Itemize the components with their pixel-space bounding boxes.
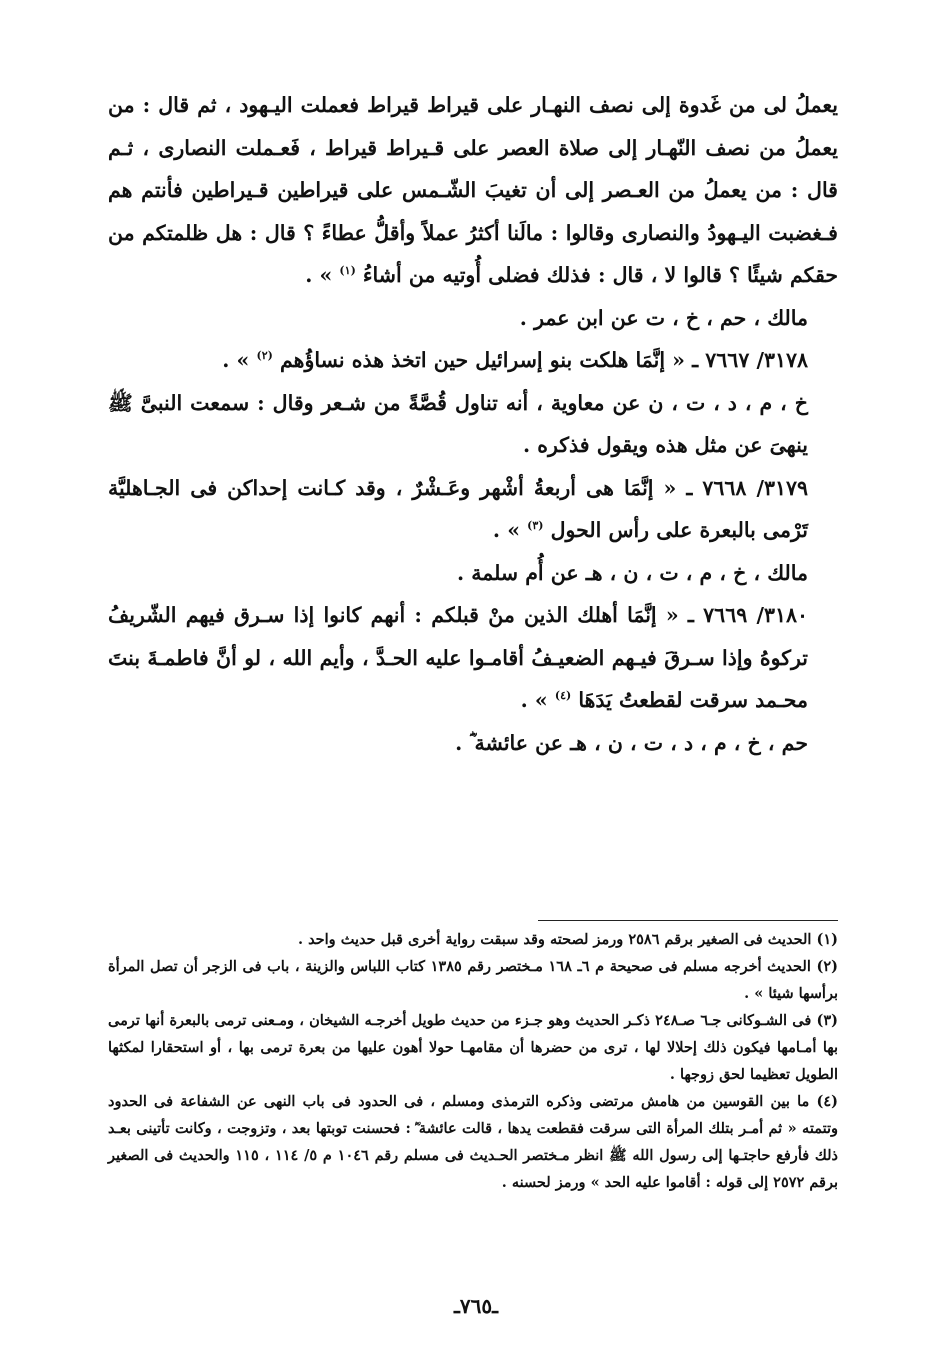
- main-text: [108, 84, 838, 764]
- paragraph-6: مالك ، خ ، م ، ت ، ن ، هـ عن أُم سلمة .: [456, 560, 808, 585]
- footnote-4: (٤) ما بين القوسين من هامش مرتضى وذكره الترمذى ومسلم ، فى الحدود فى باب النهى عن الشفاعة فى الحدود وتتمته « ثم أمـر بتلك المرأة التى سرقت فقطعت يدها ، قالت عائشة ؓ : فحسنت توبتها بعد ، وتزوجت ، وكانت تأتينى بعـد ذلك فأرفع حاجتـها إلى رسول الله ﷺ انظر مـختصر الحـديث فى مسلم رقم ١٠٤٦ م ٥/ ١١٤ ، ١١٥ والحديث فى الصغير برقم ٢٥٧٢ إلى قوله : أقاموا عليه الحد » ورمز لحسنه .: [108, 1093, 839, 1191]
- footnote-2: (٢) الحديث أخرجه مسلم فى صحيحة م ٦ـ ١٦٨ مـختصر رقم ١٣٨٥ كتاب اللباس والزينة ، باب فى الزجر أن تصل المرأة برأسها شيئا » .: [108, 958, 838, 1002]
- paragraph-3: ٣١٧٨/ ٧٦٦٧ ـ « إنَّمَا هلكت بنو إسرائيل حين اتخذ هذه نساؤُهم $^{(٢)}$ » .: [222, 348, 808, 372]
- footnotes: [108, 926, 838, 1196]
- paragraph-1: يعملُ لى من غَدوة إلى نصف النهـار على قيراط قيراط فعملت اليـهود ، ثم قال : من يعملُ من نصف النّهـار إلى صلاة العصر على قـيراط قيراط ، فَعـملت النصارى ، ثـم قال : من يعملُ من العـصر إلى أن تغيبَ الشّـمس على قيراطين قـيراطين فأنتم هم فـغضبت اليـهودُ والنصارى وقالوا : مالَنا أكثرُ عملاً وأقلُّ عطاءً ؟ قال : هل ظلمتكم من حقكم شيئًا ؟ قالوا لا ، قال : فذلك فضلى أُوتيه من أشاءُ $^{(١)}$ » .: [108, 93, 838, 287]
- paragraph-5: ٣١٧٩/ ٧٦٦٨ ـ « إنَّمَا هى أربعةُ أشْهر وعَـشْرٌ ، وقد كـانت إحداكن فى الجـاهليَّة تَرْمى بالبعرة على رأس الحول $^{(٣)}$ » .: [108, 475, 809, 542]
- footnote-ref-3[interactable]: (٣): [527, 519, 544, 533]
- footnote-ref-1[interactable]: (١): [339, 264, 356, 278]
- page-number: ـ٧٦٥ـ: [454, 1294, 498, 1318]
- footnote-3: (٣) فى الشـوكانى جـ٦ صـ٢٤٨ ذكـر الحديث وهو جـزء من حديث طويل أخرجـه الشيخان ، ومـعنى ترمى بالبعرة أنها ترمى بها أمـامها فيكون ذلك إحلالا لها ، ترى من حضرها أن مقامهـا حولا أهون عليها من بعرة ترمى بها ، أو استحقارا لمكثها الطويل تعظيما لحق زوجها .: [108, 1012, 839, 1083]
- footnote-divider: [538, 920, 838, 921]
- paragraph-8: حم ، خ ، م ، د ، ت ، ن ، هـ عن عائشة ؓ .: [455, 730, 808, 755]
- footnote-ref-2[interactable]: (٢): [256, 349, 273, 363]
- paragraph-7: ٣١٨٠/ ٧٦٦٩ ـ « إنَّمَا أهلك الذين منْ قبلكم : أنهم كانوا إذا سـرق فيهم الشّريفُ تركوهُ وإذا سـرقَ فيـهم الضعيـفُ أقامـوا عليه الحـدَّ ، وأيم الله ، لو أنَّ فاطمـةَ بنتَ محـمد سرقت لقطعتُ يَدَهَا $^{(٤)}$ » .: [108, 603, 808, 712]
- paragraph-4: خ ، م ، د ، ت ، ن عن معاوية ، أنه تناول قُصَّةً من شـعر وقال : سمعت النبىَّ ﷺ ينهىَ عن مثل هذه ويقول فذكره .: [108, 390, 808, 457]
- paragraph-2: مالك ، حم ، خ ، ت عن ابن عمر .: [519, 305, 808, 330]
- footnote-1: (١) الحديث فى الصغير برقم ٢٥٨٦ ورمز لصحته وقد سبقت رواية أخرى قبل حديث واحد .: [297, 931, 838, 948]
- footnote-ref-4[interactable]: (٤): [554, 689, 572, 703]
